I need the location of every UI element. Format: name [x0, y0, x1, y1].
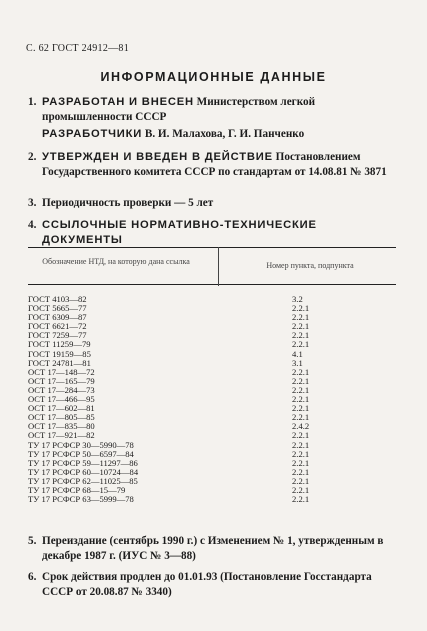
document-code: ГОСТ 19159—85 [28, 348, 91, 359]
developers-names: В. И. Малахова, Г. И. Панченко [144, 128, 305, 140]
point-number: 3.1 [292, 357, 303, 368]
document-code: ГОСТ 24781—81 [28, 357, 91, 368]
point-number: 2.2.1 [292, 439, 310, 450]
point-number: 2.2.1 [292, 403, 310, 414]
point-number: 2.2.1 [292, 303, 310, 314]
document-code: ОСТ 17—466—95 [28, 394, 95, 405]
point-number: 2.2.1 [292, 494, 310, 505]
item-number: 4. [28, 219, 37, 231]
document-code: ГОСТ 5665—77 [28, 303, 87, 314]
item-text: Срок действия продлен до 01.01.93 (Постановление Госстандарта СССР от 20.08.87 № 3340) [42, 571, 372, 598]
document-code: ТУ 17 РСФСР 30—5990—78 [28, 439, 134, 450]
point-number: 2.2.1 [292, 457, 310, 468]
item-1 [28, 95, 400, 125]
document-code: ГОСТ 6309—87 [28, 312, 87, 323]
point-number: 2.2.1 [292, 375, 310, 386]
point-number: 2.2.1 [292, 448, 310, 459]
document-code: ГОСТ 7259—77 [28, 330, 87, 341]
document-code: ГОСТ 6621—72 [28, 321, 87, 332]
point-number: 4.1 [292, 348, 303, 359]
item-heading: ССЫЛОЧНЫЕ НОРМАТИВНО-ТЕХНИЧЕСКИЕ ДОКУМЕНТЫ [42, 219, 317, 246]
document-code: ОСТ 17—805—85 [28, 412, 95, 423]
developers-heading: РАЗРАБОТЧИКИ [42, 128, 143, 140]
point-number: 2.2.1 [292, 412, 310, 423]
section-title: ИНФОРМАЦИОННЫЕ ДАННЫЕ [100, 70, 327, 84]
document-code: ОСТ 17—284—73 [28, 384, 95, 395]
document-code: ОСТ 17—148—72 [28, 366, 95, 377]
item-2 [28, 150, 400, 180]
document-code: ТУ 17 РСФСР 59—11297—86 [28, 457, 138, 468]
point-number: 2.2.1 [292, 321, 310, 332]
document-code: ОСТ 17—602—81 [28, 403, 95, 414]
item-5 [28, 534, 400, 564]
document-code: ТУ 17 РСФСР 62—11025—85 [28, 475, 138, 486]
item-number: 1. [28, 96, 37, 108]
item-number: 2. [28, 151, 37, 163]
item-6 [28, 570, 400, 600]
point-number: 2.2.1 [292, 394, 310, 405]
document-code: ГОСТ 4103—82 [28, 294, 87, 304]
point-number: 2.2.1 [292, 366, 310, 377]
point-number: 2.2.1 [292, 466, 310, 477]
table-header-rule [28, 284, 396, 285]
item-heading: УТВЕРЖДЕН И ВВЕДЕН В ДЕЙСТВИЕ [42, 151, 273, 163]
column-header-document: Обозначение НТД, на которую дана ссылка [42, 257, 190, 266]
document-code: ГОСТ 11259—79 [28, 339, 91, 350]
item-text: Переиздание (сентябрь 1990 г.) с Изменением № 1, утвержденным в декабре 1987 г. (ИУС № 3—88) [42, 535, 384, 562]
document-code: ТУ 17 РСФСР 68—15—79 [28, 484, 126, 495]
item-text: Постановлением Государственного комитета СССР по стандартам от 14.08.81 № 3871 [42, 151, 387, 178]
point-number: 2.2.1 [292, 312, 310, 323]
table-head [28, 248, 396, 284]
developers-line [42, 128, 304, 140]
item-text: Министерством легкой промышленности СССР [42, 96, 316, 123]
point-number: 2.2.1 [292, 484, 310, 495]
point-number: 2.2.1 [292, 339, 310, 350]
table-row [28, 495, 396, 504]
point-number: 2.2.1 [292, 430, 310, 441]
item-3 [28, 196, 400, 211]
item-number: 3. [28, 197, 37, 209]
point-number: 2.2.1 [292, 330, 310, 341]
column-header-point: Номер пункта, подпункта [266, 261, 354, 270]
item-heading: РАЗРАБОТАН И ВНЕСЕН [42, 96, 194, 108]
document-code: ТУ 17 РСФСР 50—6597—84 [28, 448, 134, 459]
document-code: ТУ 17 РСФСР 60—10724—84 [28, 466, 139, 477]
reference-table-body [28, 295, 396, 504]
document-code: ОСТ 17—835—80 [28, 421, 95, 432]
point-number: 3.2 [292, 294, 303, 304]
page-header: С. 62 ГОСТ 24912—81 [26, 43, 130, 54]
table-column-divider [218, 247, 219, 286]
document-code: ТУ 17 РСФСР 63—5999—78 [28, 494, 134, 505]
item-4 [28, 218, 400, 248]
point-number: 2.2.1 [292, 475, 310, 486]
item-number: 6. [28, 571, 37, 583]
document-code: ОСТ 17—921—82 [28, 430, 95, 441]
item-number: 5. [28, 535, 37, 547]
document-code: ОСТ 17—165—79 [28, 375, 95, 386]
reference-table-header [28, 247, 396, 285]
item-text: Периодичность проверки — 5 лет [42, 197, 214, 209]
point-number: 2.2.1 [292, 384, 310, 395]
point-number: 2.4.2 [292, 421, 310, 432]
